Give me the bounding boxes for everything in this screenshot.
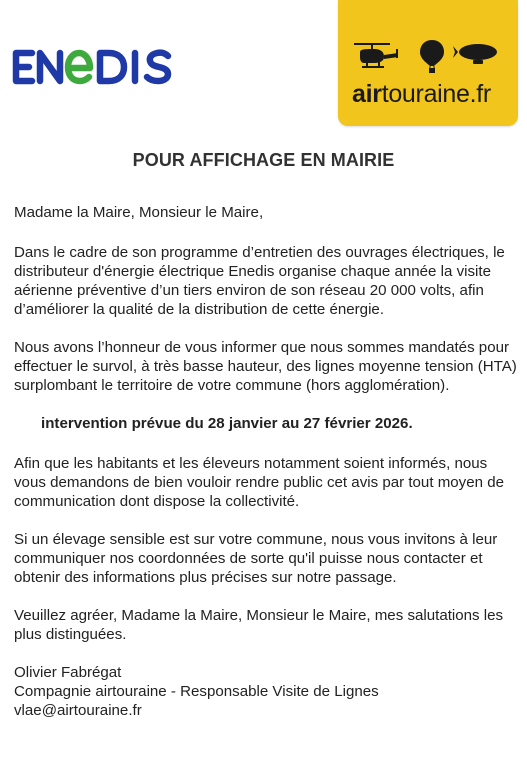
- paragraph-maintenance: Dans le cadre de son programme d’entretien des ouvrages électriques, le distributeur d'énergie électrique Enedis organise chaque année la visite aérienne préventive d’un tiers environ de son réseau 20 000 volts, afin d’améliorer la qualité de la distribution de cette énergie.: [14, 244, 505, 318]
- airtouraine-logo: [338, 0, 518, 126]
- signature-role: Compagnie airtouraine - Responsable Visite de Lignes: [14, 683, 379, 700]
- salutation: Madame la Maire, Monsieur le Maire,: [14, 204, 264, 221]
- signature-block: [14, 663, 519, 720]
- letter-body: [14, 203, 519, 720]
- paragraph-livestock: Si un élevage sensible est sur votre commune, nous vous invitons à leur communiquer nos coordonnées de sorte qu'il puisse nous contacter et obtenir des informations plus précises sur notre passage.: [14, 531, 498, 586]
- enedis-logo: [8, 44, 180, 90]
- wordmark-prefix: air: [352, 80, 382, 108]
- airtouraine-wordmark: [352, 80, 491, 109]
- letter-header: [0, 0, 527, 135]
- wordmark-suffix: touraine.fr: [381, 80, 491, 108]
- paragraph-closing: Veuillez agréer, Madame la Maire, Monsieur le Maire, mes salutations les plus distinguées.: [14, 607, 504, 643]
- paragraph-public-notice: Afin que les habitants et les éleveurs notamment soient informés, nous vous demandons de bien vouloir rendre public cet avis par tout moyen de communication dont dispose la collectivité.: [14, 455, 505, 510]
- balloon-icon: [420, 40, 444, 73]
- signature-email: vlae@airtouraine.fr: [14, 702, 142, 719]
- helicopter-icon: [354, 43, 398, 68]
- signature-name: Olivier Fabrégat: [14, 664, 122, 681]
- paragraph-survey-notice: Nous avons l’honneur de vous informer que nous sommes mandatés pour effectuer le survol, à très basse hauteur, des lignes moyenne tension (HTA) surplombant le territoire de votre commune (hors agglomération).: [14, 339, 517, 394]
- intervention-dates: intervention prévue du 28 janvier au 27 février 2026.: [41, 415, 413, 432]
- air-icons: [352, 38, 502, 74]
- page-title: POUR AFFICHAGE EN MAIRIE: [132, 150, 395, 170]
- airship-icon: [453, 44, 497, 64]
